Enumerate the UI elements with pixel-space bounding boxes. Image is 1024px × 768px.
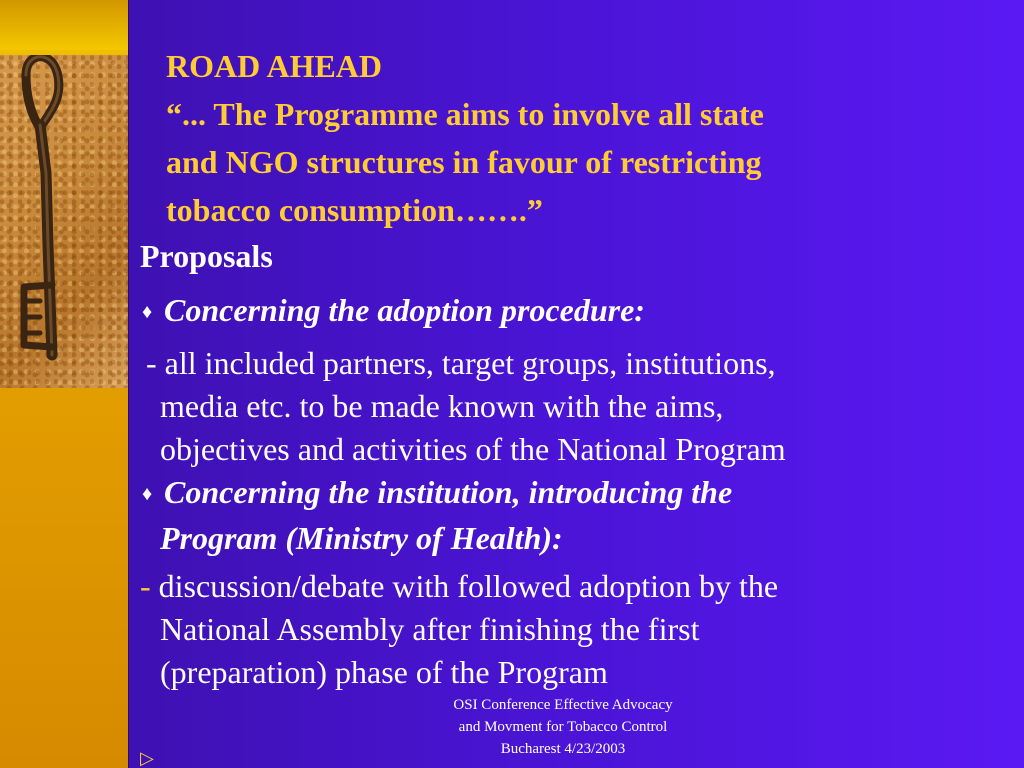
bullet-adoption-procedure (142, 288, 645, 334)
item-2-line-2: National Assembly after finishing the first (160, 611, 700, 647)
slide-title (166, 42, 966, 234)
item-2-line-1: discussion/debate with followed adoption by the (158, 568, 779, 604)
sidebar-decoration (0, 0, 129, 768)
footer-line-1: OSI Conference Effective Advocacy (453, 697, 673, 713)
item-1-line-3: objectives and activities of the National Program (160, 431, 786, 467)
proposals-heading: Proposals (140, 238, 273, 274)
item-1-line-2: media etc. to be made known with the aims, (160, 388, 724, 424)
bullet-1-text: Concerning the adoption procedure: (164, 292, 645, 328)
item-2-dash: - (140, 568, 151, 604)
key-icon (0, 55, 128, 388)
title-line-4: tobacco consumption…….” (166, 192, 543, 228)
footer-line-3: Bucharest 4/23/2003 (500, 741, 626, 757)
item-debate (140, 565, 778, 694)
slide-footer (390, 694, 736, 760)
item-partners (146, 342, 786, 471)
item-2-line-3: (preparation) phase of the Program (160, 654, 608, 690)
bullet-2-line-1: Concerning the institution, introducing the (164, 474, 733, 510)
diamond-bullet-icon: ♦ (142, 301, 153, 323)
bullet-2-line-2: Program (Ministry of Health): (160, 520, 563, 556)
bullet-institution (142, 470, 732, 560)
key-photo (0, 55, 128, 388)
title-line-1: ROAD AHEAD (166, 48, 383, 84)
item-1-line-1: - all included partners, target groups, institutions, (146, 345, 776, 381)
diamond-bullet-icon: ♦ (142, 483, 153, 505)
sidebar-top-strip (0, 0, 128, 50)
triangle-arrow-icon: ▷ (140, 748, 154, 768)
title-line-3: and NGO structures in favour of restricting (166, 144, 762, 180)
title-line-2: “... The Programme aims to involve all state (166, 96, 764, 132)
footer-line-2: and Movment for Tobacco Control (458, 719, 668, 735)
